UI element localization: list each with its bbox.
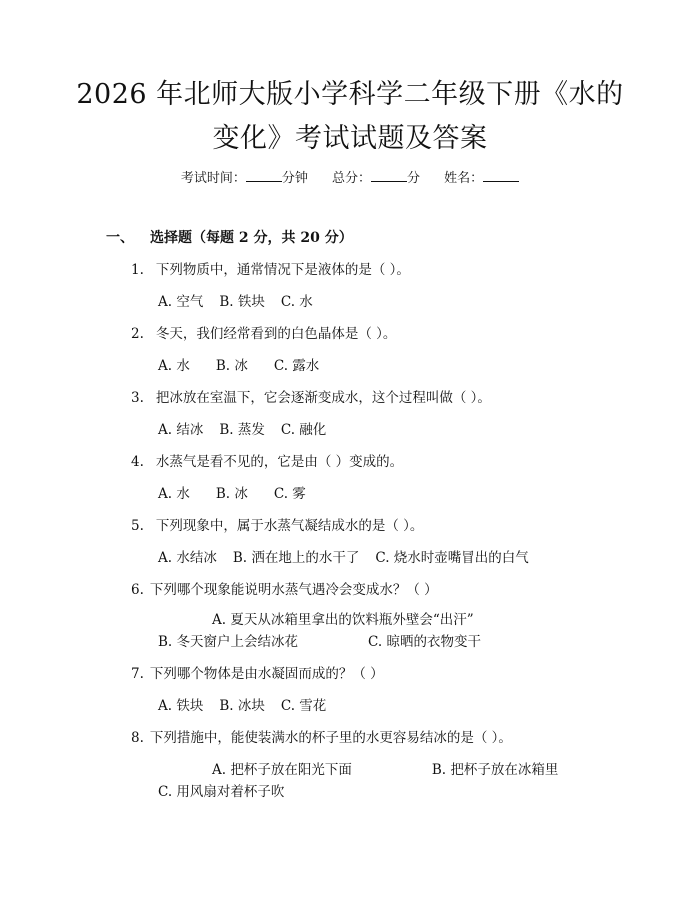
question-text: 冬天，我们经常看到的白色晶体是（ ）。 <box>155 326 397 342</box>
section-label: 选择题（每题 2 分，共 20 分） <box>150 230 353 246</box>
time-label: 考试时间： <box>180 171 246 186</box>
question-text: 下列现象中，属于水蒸气凝结成水的是（ ）。 <box>155 518 424 534</box>
section-number: 一、 <box>106 230 134 246</box>
question-3-options <box>158 420 342 440</box>
option-b[interactable]: B. 冰 <box>215 486 248 502</box>
option-c[interactable]: C. 露水 <box>273 358 320 374</box>
time-blank[interactable] <box>246 169 282 182</box>
question-6 <box>131 580 438 600</box>
question-number: 6. <box>131 582 144 598</box>
section-heading <box>106 228 353 248</box>
question-4 <box>131 452 403 472</box>
question-7 <box>131 664 384 684</box>
option-a[interactable]: A. 把杯子放在阳光下面 <box>212 762 352 778</box>
score-field <box>332 171 424 186</box>
page-title-line1: 2026 年北师大版小学科学二年级下册《水的 <box>76 79 624 110</box>
question-text: 把冰放在室温下，它会逐渐变成水，这个过程叫做（ ）。 <box>155 390 491 406</box>
option-b[interactable]: B. 冬天窗户上会结冰花 <box>158 634 299 650</box>
option-b[interactable]: B. 铁块 <box>219 294 265 310</box>
option-c[interactable]: C. 融化 <box>280 422 327 438</box>
question-3 <box>131 388 491 408</box>
question-number: 4. <box>131 454 144 470</box>
option-c[interactable]: C. 雾 <box>273 486 306 502</box>
question-text: 下列哪个物体是由水凝固而成的？（ ） <box>149 666 384 682</box>
option-b[interactable]: B. 洒在地上的水干了 <box>232 550 360 566</box>
question-number: 2. <box>131 326 144 342</box>
question-number: 8. <box>131 730 144 746</box>
exam-meta <box>0 169 700 188</box>
question-number: 3. <box>131 390 144 406</box>
question-1-options <box>158 292 329 312</box>
question-6-options <box>104 609 600 653</box>
option-a[interactable]: A. 铁块 <box>158 698 204 714</box>
question-text: 下列哪个现象能说明水蒸气遇冷会变成水？（ ） <box>149 582 438 598</box>
option-c[interactable]: C. 用风扇对着杯子吹 <box>158 784 285 800</box>
page-title-line2: 变化》考试试题及答案 <box>212 123 488 154</box>
question-8 <box>131 728 512 748</box>
question-5 <box>131 516 423 536</box>
option-c[interactable]: C. 雪花 <box>280 698 327 714</box>
question-text: 水蒸气是看不见的，它是由（ ）变成的。 <box>155 454 404 470</box>
question-2 <box>131 324 396 344</box>
question-number: 1. <box>131 262 144 278</box>
option-b[interactable]: B. 冰块 <box>219 698 265 714</box>
option-a[interactable]: A. 夏天从冰箱里拿出的饮料瓶外壁会“出汗” <box>212 612 474 628</box>
option-b[interactable]: B. 把杯子放在冰箱里 <box>431 762 559 778</box>
score-blank[interactable] <box>371 169 407 182</box>
option-a[interactable]: A. 结冰 <box>158 422 204 438</box>
option-a[interactable]: A. 水结冰 <box>158 550 217 566</box>
name-label: 姓名： <box>444 171 484 186</box>
time-field <box>181 171 312 186</box>
option-a[interactable]: A. 水 <box>158 358 190 374</box>
question-1 <box>131 260 410 280</box>
question-4-options <box>158 484 322 504</box>
option-b[interactable]: B. 蒸发 <box>219 422 265 438</box>
option-a[interactable]: A. 空气 <box>158 294 204 310</box>
score-label: 总分： <box>331 171 371 186</box>
score-unit: 分 <box>407 171 421 186</box>
time-unit: 分钟 <box>281 171 308 186</box>
name-blank[interactable] <box>483 169 519 182</box>
option-c[interactable]: C. 烧水时壶嘴冒出的白气 <box>375 550 529 566</box>
question-8-options <box>104 759 600 803</box>
question-5-options <box>158 548 545 568</box>
option-a[interactable]: A. 水 <box>158 486 190 502</box>
question-number: 5. <box>131 518 144 534</box>
question-number: 7. <box>131 666 144 682</box>
option-c[interactable]: C. 水 <box>280 294 313 310</box>
name-field <box>444 171 519 186</box>
option-c[interactable]: C. 晾晒的衣物变干 <box>368 634 481 650</box>
option-b[interactable]: B. 冰 <box>215 358 248 374</box>
question-2-options <box>158 356 335 376</box>
question-text: 下列措施中，能使装满水的杯子里的水更容易结冰的是（ ）。 <box>149 730 512 746</box>
question-text: 下列物质中，通常情况下是液体的是（ ）。 <box>155 262 410 278</box>
question-7-options <box>158 696 342 716</box>
